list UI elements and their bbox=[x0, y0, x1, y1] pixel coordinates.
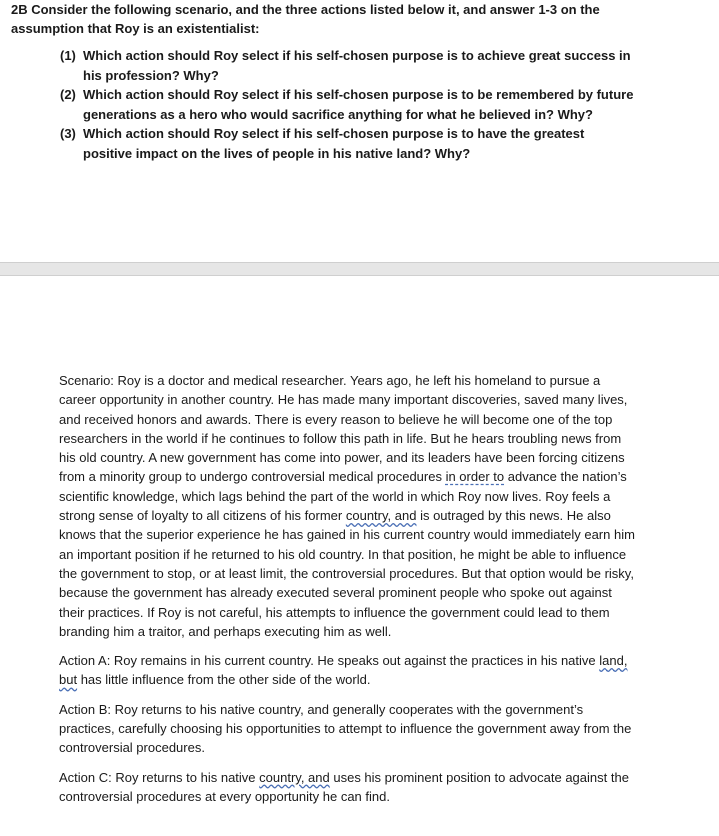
question-text: Which action should Roy select if his self-chosen purpose is to be remembered by future generations as a hero who would sacrifice anything for what he believed in? Why? bbox=[83, 87, 634, 122]
heading-line-1: 2B Consider the following scenario, and the three actions listed below it, and answer 1-3 on the bbox=[11, 2, 600, 17]
question-list bbox=[60, 46, 635, 163]
action-a-text-1: Action A: Roy remains in his current country. He speaks out against the practices in his native bbox=[59, 653, 600, 669]
question-item bbox=[60, 124, 635, 163]
action-c-text-1: Action C: Roy returns to his native bbox=[59, 769, 260, 785]
scenario-text-2: advance the nation’s scientific knowledge, which lags behind the part of the world in which Roy now lives. Roy feels a strong sense of loyalty to all citizens of his former bbox=[59, 469, 627, 524]
grammar-flag[interactable]: land, but bbox=[59, 653, 628, 688]
action-a-paragraph bbox=[59, 651, 639, 690]
question-number: (1) bbox=[60, 48, 76, 63]
document-page-1 bbox=[0, 0, 719, 262]
style-suggestion-flag[interactable]: in order to bbox=[445, 469, 505, 485]
question-number: (2) bbox=[60, 87, 76, 102]
action-c-paragraph bbox=[59, 768, 639, 807]
question-text: Which action should Roy select if his self-chosen purpose is to achieve great success in his profession? Why? bbox=[83, 48, 631, 83]
scenario-paragraph bbox=[59, 371, 639, 641]
document-page-2 bbox=[0, 276, 719, 836]
page-separator bbox=[0, 262, 719, 276]
scenario-text-1: Scenario: Roy is a doctor and medical researcher. Years ago, he left his homeland to pursue a career opportunity in another country. He has made many important discoveries, saved many lives, and received honors and awards. There is every reason to believe he will become one of the top researchers in the world if he continues to follow this path in life. But he hears troubling news from his old country. A new government has come into power, and its leaders have been forcing citizens from a minority group to undergo controversial medical procedures bbox=[59, 373, 628, 485]
question-item bbox=[60, 85, 635, 124]
grammar-flag[interactable]: country, and bbox=[345, 508, 417, 524]
action-a-text-2: has little influence from the other side of the world. bbox=[77, 672, 371, 688]
scenario-text-3: is outraged by this news. He also knows that the superior experience he has gained in his current country would immediately earn him an important position if he returned to his old country. In that position, he might be able to influence the government to stop, or at least limit, the controversial procedures. But that option would be risky, because the government has already executed several prominent people who spoke out against their practices. If Roy is not careful, his attempts to influence the government could lead to them branding him a traitor, and perhaps executing him as well. bbox=[59, 508, 635, 639]
question-item bbox=[60, 46, 635, 85]
scenario-body bbox=[59, 371, 639, 816]
question-number: (3) bbox=[60, 126, 76, 141]
heading-line-2: assumption that Roy is an existentialist: bbox=[11, 21, 260, 36]
question-text: Which action should Roy select if his self-chosen purpose is to have the greatest positive impact on the lives of people in his native land? Why? bbox=[83, 126, 585, 161]
action-c-text-2: uses his prominent position to advocate against the controversial procedures at every opportunity he can find. bbox=[59, 769, 629, 804]
grammar-flag[interactable]: country, and bbox=[259, 769, 330, 785]
assignment-heading bbox=[11, 0, 611, 38]
action-b-paragraph: Action B: Roy returns to his native country, and generally cooperates with the government’s practices, carefully choosing his opportunities to attempt to influence the government away from the controversial procedures. bbox=[59, 701, 632, 756]
